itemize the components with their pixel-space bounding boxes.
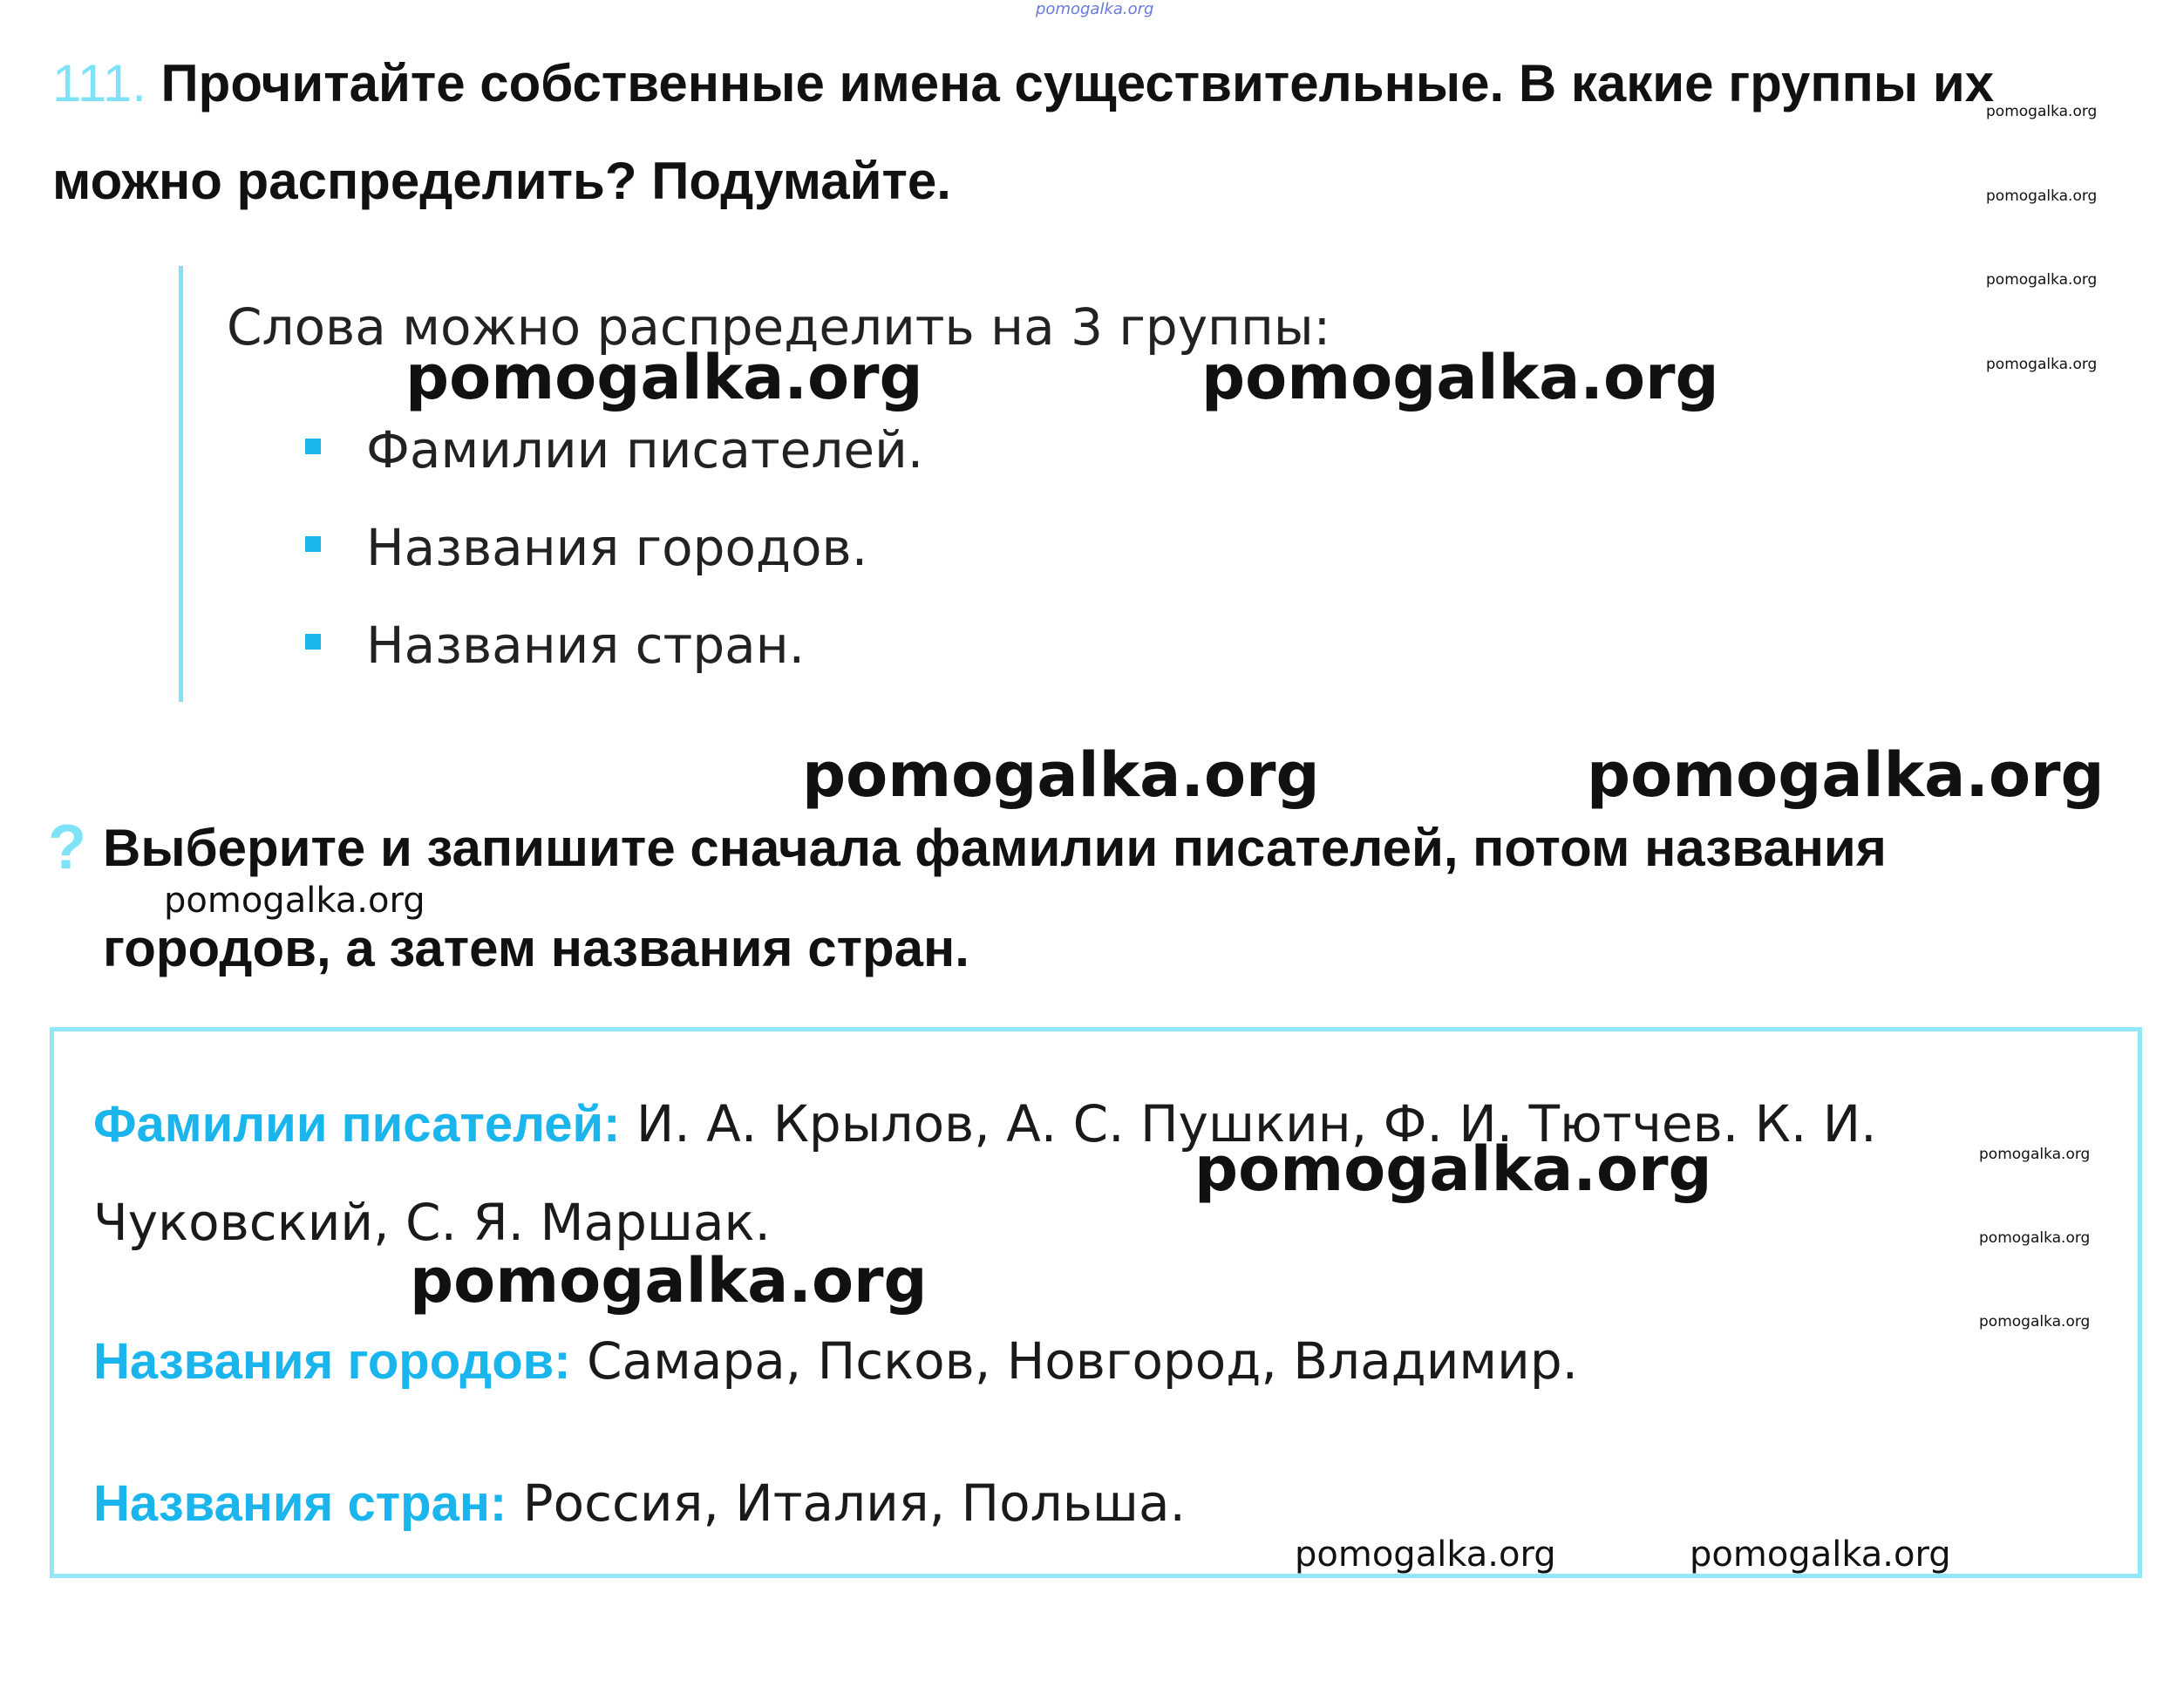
watermark: pomogalka.org bbox=[405, 342, 923, 413]
cities-label: Названия городов: bbox=[93, 1333, 571, 1390]
task-number: 111. bbox=[52, 54, 146, 112]
answer-intro: Слова можно распределить на 3 группы: bbox=[227, 297, 1331, 357]
task-heading bbox=[52, 35, 2092, 230]
question-mark-icon: ? bbox=[48, 813, 86, 882]
watermark: pomogalka.org bbox=[1979, 1313, 2091, 1330]
list-item-text: Фамилии писателей. bbox=[366, 420, 924, 480]
watermark: pomogalka.org bbox=[1986, 103, 2098, 120]
writers-value: И. А. Крылов, А. С. Пушкин, Ф. И. Тютчев. К. И. Чуковский, С. Я. Маршак. bbox=[93, 1094, 1877, 1252]
watermark: pomogalka.org bbox=[410, 1245, 928, 1317]
square-bullet-icon bbox=[305, 634, 321, 650]
watermark: pomogalka.org bbox=[1295, 1534, 1556, 1575]
cities-value: Самара, Псков, Новгород, Владимир. bbox=[587, 1331, 1579, 1391]
watermark: pomogalka.org bbox=[1690, 1534, 1951, 1575]
writers-label: Фамилии писателей: bbox=[93, 1096, 621, 1153]
countries-value: Россия, Италия, Польша. bbox=[522, 1473, 1186, 1533]
task-text: Прочитайте собственные имена существительные. В какие группы их можно распределить? Подумайте. bbox=[52, 54, 1995, 210]
result-box bbox=[50, 1027, 2142, 1578]
group-list bbox=[296, 401, 923, 694]
square-bullet-icon bbox=[305, 439, 321, 454]
watermark: pomogalka.org bbox=[164, 881, 425, 921]
watermark: pomogalka.org bbox=[1201, 342, 1719, 413]
list-item bbox=[296, 596, 923, 694]
square-bullet-icon bbox=[305, 536, 321, 552]
watermark: pomogalka.org bbox=[1979, 1146, 2091, 1163]
list-item bbox=[296, 401, 923, 499]
question-text: Выберите и запишите сначала фамилии писателей, потом названия городов, а затем названия стран. bbox=[103, 819, 1887, 977]
answer-block bbox=[179, 266, 1840, 702]
watermark: pomogalka.org bbox=[1986, 356, 2098, 373]
cities-row bbox=[93, 1312, 1985, 1411]
watermark: pomogalka.org bbox=[1986, 271, 2098, 289]
countries-label: Названия стран: bbox=[93, 1475, 507, 1532]
list-item bbox=[296, 499, 923, 596]
watermark: pomogalka.org bbox=[1979, 1229, 2091, 1247]
watermark: pomogalka.org bbox=[802, 739, 1320, 811]
watermark: pomogalka.org bbox=[1587, 739, 2105, 811]
watermark: pomogalka.org bbox=[1194, 1133, 1712, 1205]
watermark-top: pomogalka.org bbox=[1036, 0, 1154, 18]
list-item-text: Названия стран. bbox=[366, 616, 806, 675]
watermark: pomogalka.org bbox=[1986, 187, 2098, 205]
list-item-text: Названия городов. bbox=[366, 518, 868, 577]
